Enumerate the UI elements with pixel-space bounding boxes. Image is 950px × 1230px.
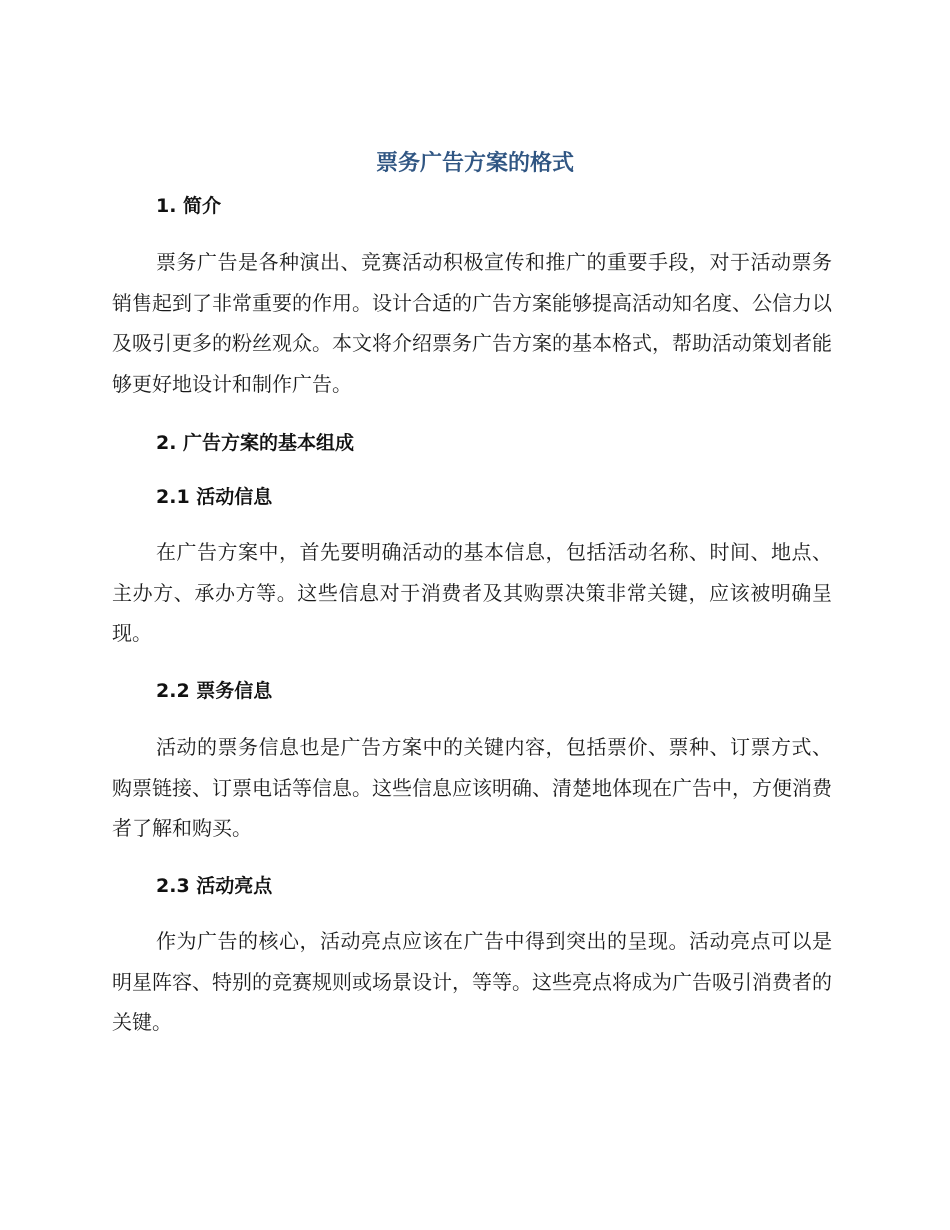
section-paragraph-ticket-info: 活动的票务信息也是广告方案中的关键内容，包括票价、票种、订票方式、购票链接、订票电话等信息。这些信息应该明确、清楚地体现在广告中，方便消费者了解和购买。 <box>112 735 832 840</box>
section-heading-highlights: 2.3 活动亮点 <box>156 875 273 897</box>
section-heading-ticket-info: 2.2 票务信息 <box>156 680 273 702</box>
section-paragraph-highlights: 作为广告的核心，活动亮点应该在广告中得到突出的呈现。活动亮点可以是明星阵容、特别的竞赛规则或场景设计，等等。这些亮点将成为广告吸引消费者的关键。 <box>112 929 832 1034</box>
section-heading-components: 2. 广告方案的基本组成 <box>156 432 355 454</box>
section-heading-event-info: 2.1 活动信息 <box>156 486 273 508</box>
document-title: 票务广告方案的格式 <box>375 151 574 176</box>
section-heading-intro: 1. 简介 <box>156 195 222 217</box>
section-paragraph-event-info: 在广告方案中，首先要明确活动的基本信息，包括活动名称、时间、地点、主办方、承办方等。这些信息对于消费者及其购票决策非常关键，应该被明确呈现。 <box>112 540 832 645</box>
section-paragraph-intro: 票务广告是各种演出、竞赛活动积极宣传和推广的重要手段，对于活动票务销售起到了非常重要的作用。设计合适的广告方案能够提高活动知名度、公信力以及吸引更多的粉丝观众。本文将介绍票务广告方案的基本格式，帮助活动策划者能够更好地设计和制作广告。 <box>112 250 832 396</box>
